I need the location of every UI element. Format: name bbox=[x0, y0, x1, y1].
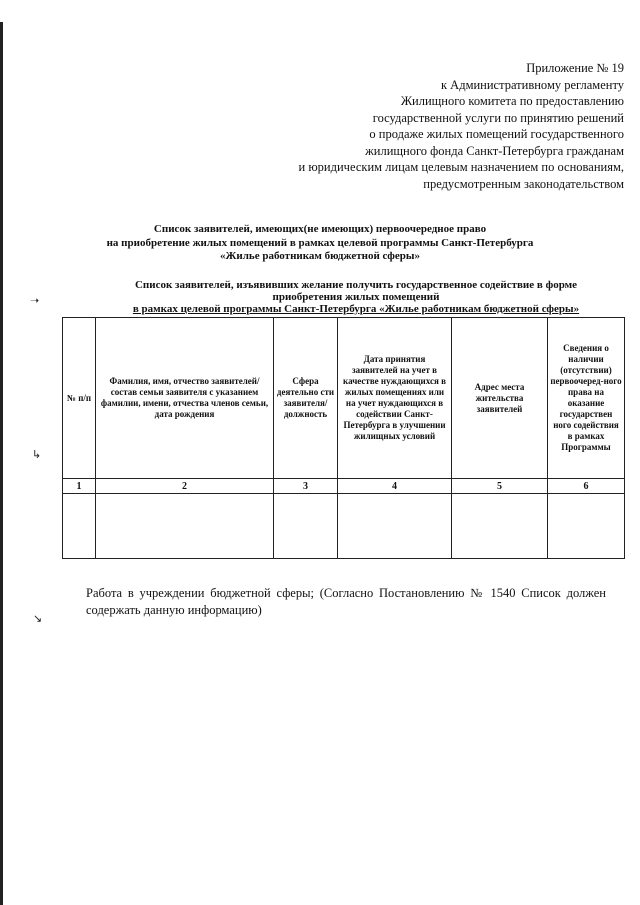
title-line: Список заявителей, изъявивших желание получить государственное содействие в форме bbox=[134, 279, 578, 291]
list-title-applicants bbox=[96, 279, 616, 315]
table-row bbox=[63, 494, 625, 559]
appendix-line: предусмотренным законодательством bbox=[423, 176, 624, 191]
appendix-line: Приложение № 19 bbox=[526, 61, 624, 75]
column-number: 2 bbox=[96, 479, 274, 494]
appendix-line: о продаже жилых помещений государственного bbox=[369, 127, 624, 141]
appendix-line: Жилищного комитета по предоставлению bbox=[400, 94, 624, 108]
column-number: 3 bbox=[274, 479, 338, 494]
appendix-header bbox=[204, 60, 624, 192]
table-cell bbox=[548, 494, 625, 559]
table-cell bbox=[274, 494, 338, 559]
appendix-line: и юридическим лицам целевым назначением по основаниям, bbox=[298, 160, 624, 174]
title-line: в рамках целевой программы Санкт-Петербурга «Жилье работникам бюджетной сферы» bbox=[132, 303, 580, 315]
column-number: 4 bbox=[338, 479, 452, 494]
table-number-row bbox=[63, 479, 625, 494]
title-line: приобретения жилых помещений bbox=[272, 291, 440, 303]
appendix-line: к Административному регламенту bbox=[440, 77, 624, 92]
table-cell bbox=[63, 494, 96, 559]
table-cell bbox=[338, 494, 452, 559]
table-cell bbox=[96, 494, 274, 559]
title-line: Список заявителей, имеющих(не имеющих) первоочередное право bbox=[153, 223, 487, 235]
header-cell-number: № п/п bbox=[63, 318, 96, 479]
column-number: 1 bbox=[63, 479, 96, 494]
header-cell-name: Фамилия, имя, отчество заявителей/состав семьи заявителя с указанием фамилии, имени, отчества членов семьи, дата рождения bbox=[96, 318, 274, 479]
scan-mark: ➝ bbox=[30, 295, 40, 307]
list-title-priority bbox=[0, 223, 640, 264]
title-line: на приобретение жилых помещений в рамках целевой программы Санкт-Петербурга bbox=[106, 236, 534, 249]
footnote: Работа в учреждении бюджетной сферы; (Согласно Постановлению № 1540 Список должен содержать данную информацию) bbox=[86, 586, 606, 617]
appendix-line: государственной услуги по принятию решений bbox=[372, 110, 624, 125]
applicants-table bbox=[62, 317, 625, 559]
header-cell-priority: Сведения о наличии (отсутствии) первоочеред-ного права на оказание государствен ного содействия в рамках Программы bbox=[548, 318, 625, 479]
scan-mark: ↘ bbox=[33, 613, 43, 625]
table-cell bbox=[452, 494, 548, 559]
scan-mark: ↳ bbox=[32, 449, 42, 461]
scan-edge bbox=[0, 22, 3, 905]
header-cell-sphere: Сфера деятельно сти заявителя/ должность bbox=[274, 318, 338, 479]
title-line: «Жилье работникам бюджетной сферы» bbox=[220, 250, 420, 262]
column-number: 5 bbox=[452, 479, 548, 494]
header-cell-date: Дата принятия заявителей на учет в качестве нуждающихся в жилых помещениях или на учет нуждающихся в содействии Санкт-Петербурга в улучшении жилищных условий bbox=[338, 318, 452, 479]
column-number: 6 bbox=[548, 479, 625, 494]
header-cell-address: Адрес места жительства заявителей bbox=[452, 318, 548, 479]
appendix-line: жилищного фонда Санкт-Петербурга гражданам bbox=[365, 143, 624, 158]
table-header-row bbox=[63, 318, 625, 479]
